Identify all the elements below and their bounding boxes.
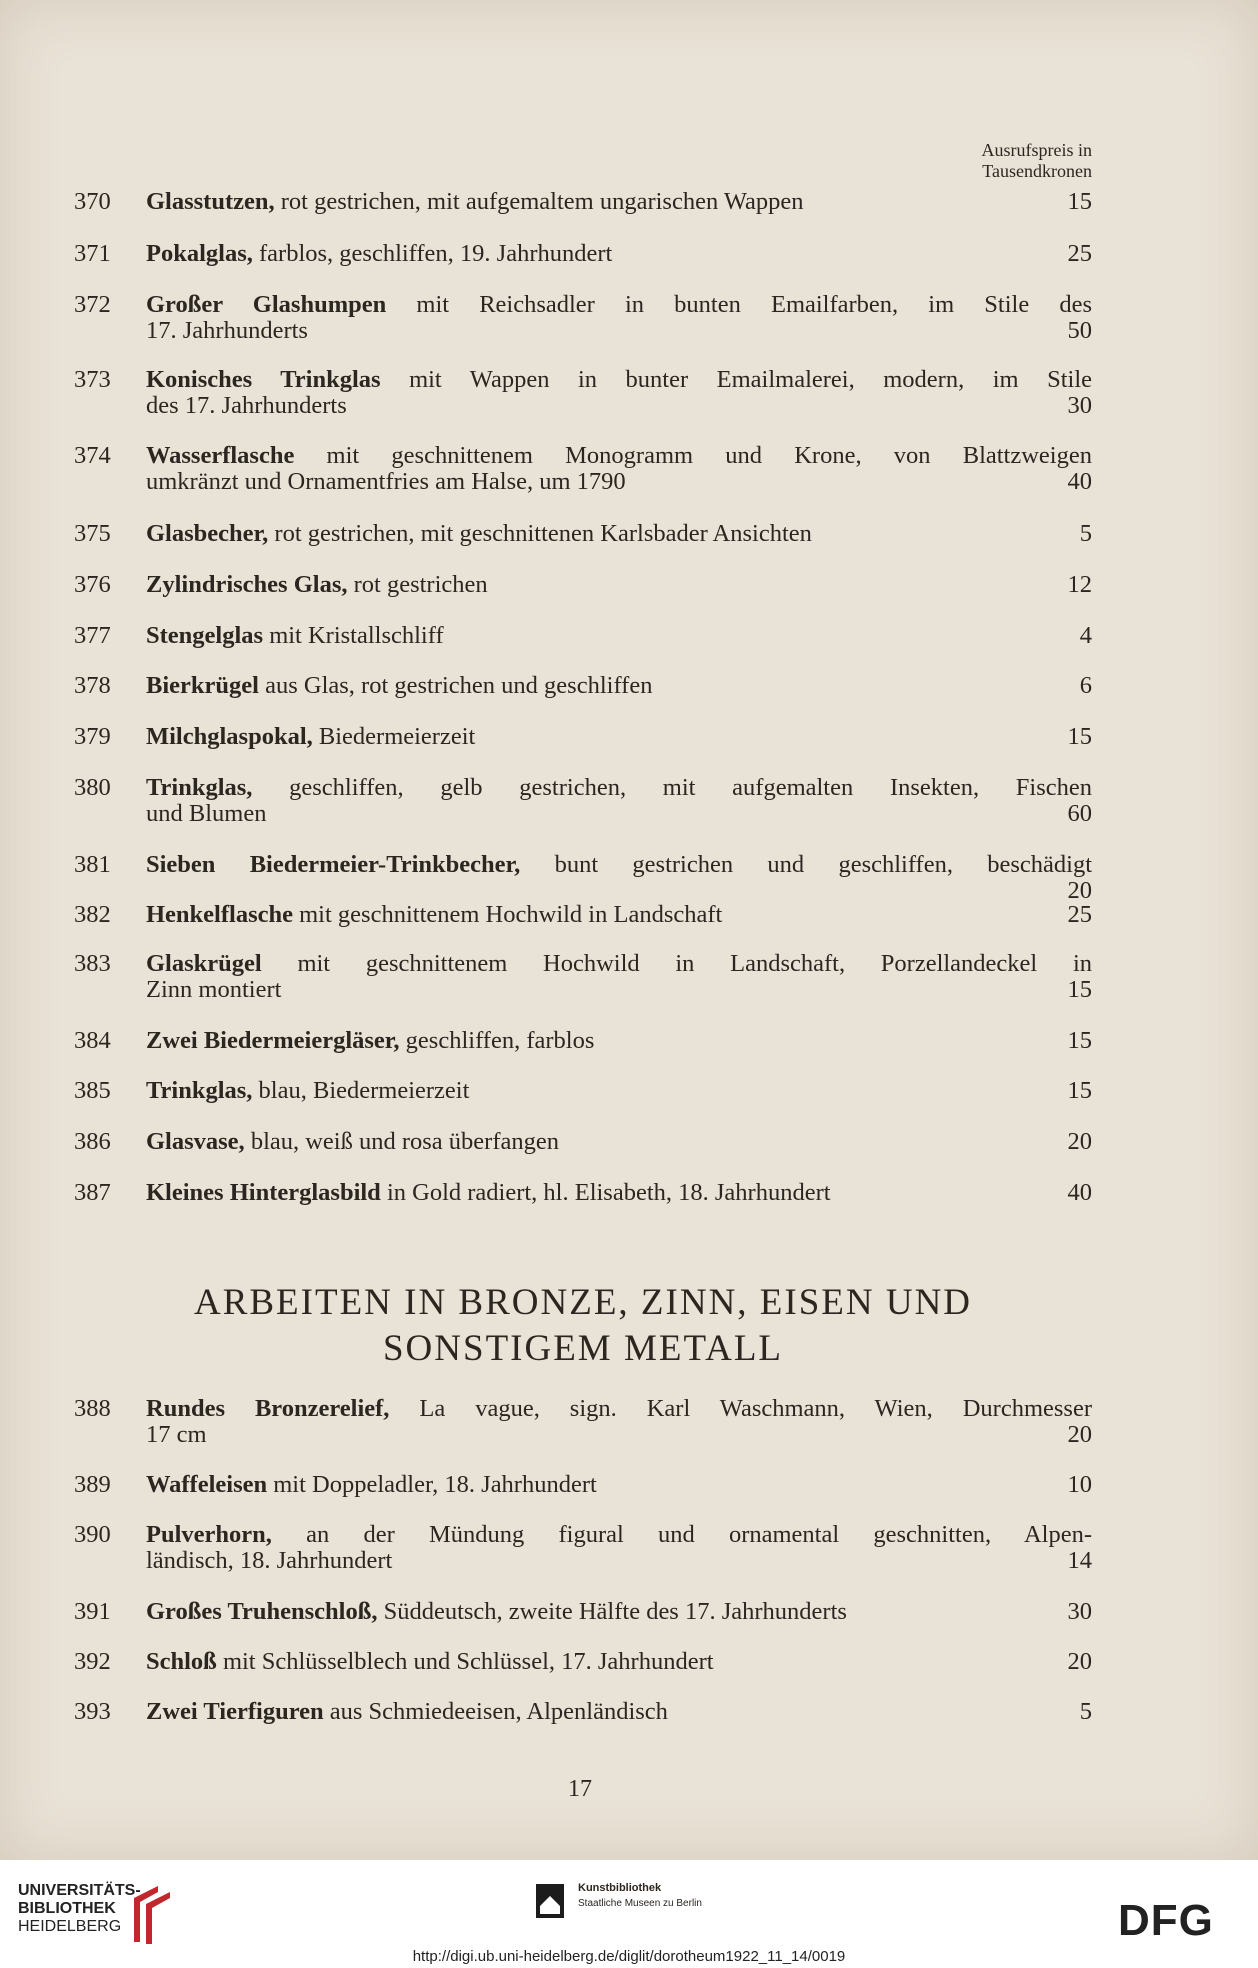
lot-number: 392 bbox=[74, 1648, 111, 1675]
lot-number: 374 bbox=[74, 442, 111, 469]
item-description-continued: Zinn montiert bbox=[146, 976, 282, 1003]
starting-price: 6 bbox=[1079, 672, 1092, 699]
lot-number: 387 bbox=[74, 1179, 111, 1206]
entry-description bbox=[146, 673, 1092, 699]
starting-price: 20 bbox=[1067, 1128, 1092, 1155]
lot-number: 370 bbox=[74, 188, 111, 215]
item-name: Großer Glashumpen bbox=[146, 291, 387, 318]
item-description-continued: 17. Jahrhunderts bbox=[146, 317, 308, 344]
item-name: Zwei Biedermeiergläser, bbox=[146, 1027, 400, 1054]
starting-price: 15 bbox=[1067, 1077, 1092, 1104]
starting-price: 5 bbox=[1079, 520, 1092, 547]
item-name: Wasserflasche bbox=[146, 442, 295, 469]
entry-description bbox=[146, 1649, 1092, 1675]
library-mark-icon bbox=[128, 1884, 176, 1946]
starting-price: 50 bbox=[1067, 317, 1092, 344]
item-name: Glasbecher, bbox=[146, 520, 269, 547]
item-description: mit geschnittenem Monogramm und Krone, von Blattzweigen bbox=[326, 442, 1092, 469]
entry-description bbox=[146, 851, 1093, 904]
lot-number: 382 bbox=[74, 901, 111, 928]
starting-price: 60 bbox=[1067, 800, 1092, 827]
starting-price: 20 bbox=[1067, 1421, 1092, 1448]
lot-number: 380 bbox=[74, 774, 111, 801]
item-description-continued: 17 cm bbox=[146, 1421, 207, 1448]
item-description: mit Reichsadler in bunten Emailfarben, im Stile des bbox=[416, 291, 1093, 318]
starting-price: 15 bbox=[1067, 1027, 1092, 1054]
price-column-header: Ausrufspreis in Tausendkronen bbox=[981, 140, 1092, 181]
item-description: mit Wappen in bunter Emailmalerei, modern, im Stile bbox=[409, 366, 1092, 393]
item-description: geschliffen, farblos bbox=[405, 1027, 595, 1054]
starting-price: 12 bbox=[1067, 571, 1092, 598]
item-name: Stengelglas bbox=[146, 622, 264, 649]
entry-description bbox=[146, 1522, 1092, 1574]
item-name: Pokalglas, bbox=[146, 240, 253, 267]
item-name: Bierkrügel bbox=[146, 672, 259, 699]
entry-description bbox=[146, 775, 1092, 827]
entry-description bbox=[146, 623, 1092, 649]
item-name: Kleines Hinterglasbild bbox=[146, 1179, 381, 1206]
entry-description bbox=[146, 292, 1092, 344]
item-name: Großes Truhenschloß, bbox=[146, 1598, 378, 1625]
item-description: rot gestrichen bbox=[353, 571, 488, 598]
item-name: Henkelflasche bbox=[146, 901, 293, 928]
lot-number: 372 bbox=[74, 291, 111, 318]
lot-number: 379 bbox=[74, 723, 111, 750]
item-description-continued: des 17. Jahrhunderts bbox=[146, 392, 347, 419]
item-description: Süddeutsch, zweite Hälfte des 17. Jahrhunderts bbox=[383, 1598, 847, 1625]
item-name: Rundes Bronzerelief, bbox=[146, 1395, 390, 1422]
item-name: Glasvase, bbox=[146, 1128, 245, 1155]
starting-price: 15 bbox=[1067, 976, 1092, 1003]
item-name: Zylindrisches Glas, bbox=[146, 571, 348, 598]
item-name: Glaskrügel bbox=[146, 950, 262, 977]
lot-number: 390 bbox=[74, 1521, 111, 1548]
entry-description bbox=[146, 951, 1092, 1003]
lot-number: 376 bbox=[74, 571, 111, 598]
item-name: Waffeleisen bbox=[146, 1471, 268, 1498]
university-library-logo[interactable]: UNIVERSITÄTS- BIBLIOTHEK HEIDELBERG bbox=[18, 1882, 141, 1935]
lot-number: 384 bbox=[74, 1027, 111, 1054]
starting-price: 30 bbox=[1067, 1598, 1092, 1625]
lot-number: 393 bbox=[74, 1698, 111, 1725]
starting-price: 20 bbox=[1067, 877, 1092, 904]
entry-description bbox=[146, 902, 1092, 928]
entry-description bbox=[146, 241, 1092, 267]
item-description: geschliffen, gelb gestrichen, mit aufgemalten Insekten, Fischen bbox=[289, 774, 1093, 801]
lot-number: 386 bbox=[74, 1128, 111, 1155]
starting-price: 25 bbox=[1067, 901, 1092, 928]
item-name: Trinkglas, bbox=[146, 1077, 253, 1104]
starting-price: 25 bbox=[1067, 240, 1092, 267]
dfg-logo[interactable]: DFG bbox=[1118, 1896, 1214, 1945]
item-description-continued: und Blumen bbox=[146, 800, 267, 827]
entry-description bbox=[146, 724, 1092, 750]
footer-bar: UNIVERSITÄTS- BIBLIOTHEK HEIDELBERG Kunstbibliothek Staatliche Museen zu Berlin DFG http://digi.ub.uni-heidelberg.de/diglit/dorotheum1922_11_14/0019 bbox=[0, 1860, 1258, 1968]
item-description-continued: umkränzt und Ornamentfries am Halse, um 1790 bbox=[146, 468, 626, 495]
entry-description bbox=[146, 443, 1092, 495]
entry-description bbox=[146, 1699, 1092, 1725]
lot-number: 381 bbox=[74, 851, 111, 878]
entry-description bbox=[146, 189, 1092, 215]
lot-number: 378 bbox=[74, 672, 111, 699]
item-description: Biedermeierzeit bbox=[318, 723, 476, 750]
lot-number: 375 bbox=[74, 520, 111, 547]
item-description: aus Glas, rot gestrichen und geschliffen bbox=[265, 672, 653, 699]
item-name: Sieben Biedermeier-Trinkbecher, bbox=[146, 851, 521, 878]
item-description: an der Mündung figural und ornamental geschnitten, Alpen- bbox=[306, 1521, 1092, 1548]
entry-description bbox=[146, 367, 1092, 419]
entry-description bbox=[146, 1078, 1092, 1104]
item-description-continued: ländisch, 18. Jahrhundert bbox=[146, 1547, 393, 1574]
item-name: Glasstutzen, bbox=[146, 188, 275, 215]
item-description: bunt gestrichen und geschliffen, beschädigt bbox=[554, 851, 1093, 878]
item-description: blau, weiß und rosa überfangen bbox=[250, 1128, 560, 1155]
lot-number: 377 bbox=[74, 622, 111, 649]
starting-price: 30 bbox=[1067, 392, 1092, 419]
item-name: Zwei Tierfiguren bbox=[146, 1698, 324, 1725]
lot-number: 371 bbox=[74, 240, 111, 267]
item-name: Konisches Trinkglas bbox=[146, 366, 381, 393]
item-description: rot gestrichen, mit geschnittenen Karlsbader Ansichten bbox=[274, 520, 812, 547]
item-description: mit Doppeladler, 18. Jahrhundert bbox=[273, 1471, 597, 1498]
entry-description bbox=[146, 1180, 1092, 1206]
starting-price: 40 bbox=[1067, 1179, 1092, 1206]
entry-description bbox=[146, 1599, 1092, 1625]
item-description: mit geschnittenem Hochwild in Landschaft bbox=[299, 901, 723, 928]
starting-price: 15 bbox=[1067, 188, 1092, 215]
lot-number: 388 bbox=[74, 1395, 111, 1422]
item-description: mit Schlüsselblech und Schlüssel, 17. Jahrhundert bbox=[222, 1648, 714, 1675]
item-name: Pulverhorn, bbox=[146, 1521, 272, 1548]
section-title: ARBEITEN IN BRONZE, ZINN, EISEN UND SONSTIGEM METALL bbox=[193, 1282, 973, 1369]
starting-price: 40 bbox=[1067, 468, 1092, 495]
entry-description bbox=[146, 572, 1092, 598]
entry-description bbox=[146, 1396, 1092, 1448]
item-description: blau, Biedermeierzeit bbox=[258, 1077, 470, 1104]
item-name: Trinkglas, bbox=[146, 774, 253, 801]
starting-price: 15 bbox=[1067, 723, 1092, 750]
item-name: Schloß bbox=[146, 1648, 217, 1675]
entry-description bbox=[146, 521, 1092, 547]
lot-number: 385 bbox=[74, 1077, 111, 1104]
lot-number: 391 bbox=[74, 1598, 111, 1625]
starting-price: 14 bbox=[1067, 1547, 1092, 1574]
entry-description bbox=[146, 1129, 1092, 1155]
lot-number: 389 bbox=[74, 1471, 111, 1498]
starting-price: 20 bbox=[1067, 1648, 1092, 1675]
item-description: La vague, sign. Karl Waschmann, Wien, Durchmesser bbox=[419, 1395, 1092, 1422]
source-url[interactable]: http://digi.ub.uni-heidelberg.de/diglit/dorotheum1922_11_14/0019 bbox=[412, 1948, 846, 1965]
entry-description bbox=[146, 1472, 1092, 1498]
kunstbibliothek-icon bbox=[536, 1884, 564, 1918]
item-description: farblos, geschliffen, 19. Jahrhundert bbox=[259, 240, 613, 267]
item-description: aus Schmiedeeisen, Alpenländisch bbox=[329, 1698, 668, 1725]
item-description: rot gestrichen, mit aufgemaltem ungarischen Wappen bbox=[280, 188, 804, 215]
item-description: mit Kristallschliff bbox=[269, 622, 444, 649]
item-description: mit geschnittenem Hochwild in Landschaft, Porzellandeckel in bbox=[297, 950, 1093, 977]
page-number: 17 bbox=[568, 1776, 592, 1802]
starting-price: 5 bbox=[1079, 1698, 1092, 1725]
starting-price: 4 bbox=[1079, 622, 1092, 649]
lot-number: 383 bbox=[74, 950, 111, 977]
item-name: Milchglaspokal, bbox=[146, 723, 313, 750]
item-description: in Gold radiert, hl. Elisabeth, 18. Jahrhundert bbox=[386, 1179, 831, 1206]
entry-description bbox=[146, 1028, 1092, 1054]
lot-number: 373 bbox=[74, 366, 111, 393]
starting-price: 10 bbox=[1067, 1471, 1092, 1498]
